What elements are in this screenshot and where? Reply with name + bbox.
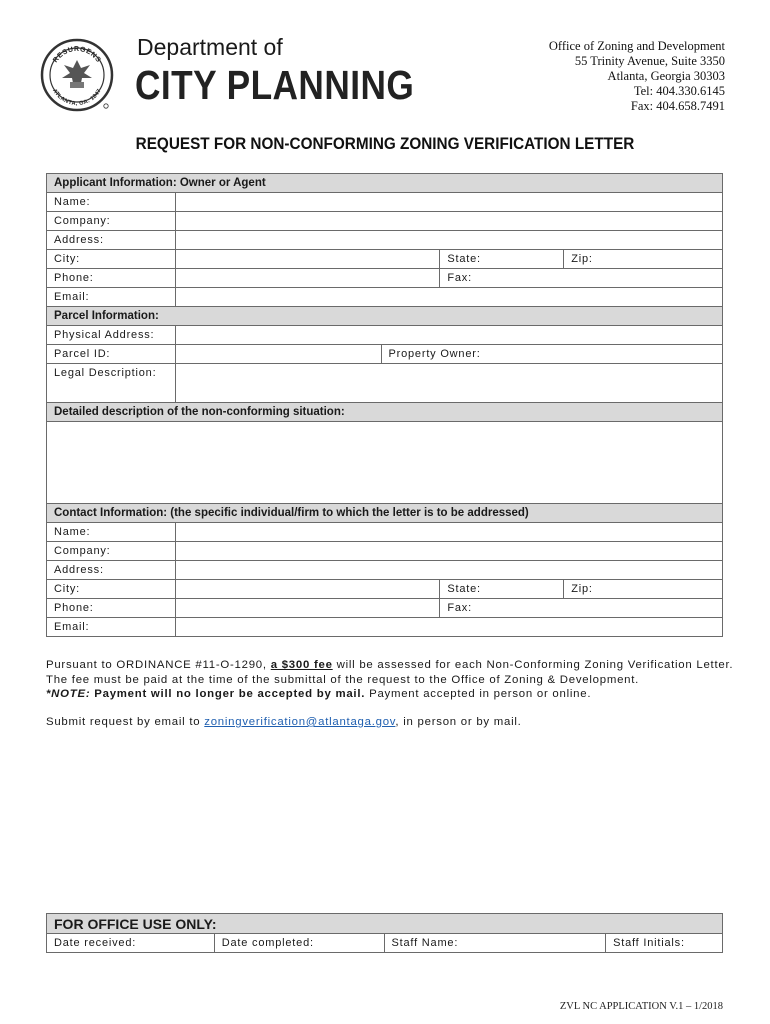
department-name: CITY PLANNING xyxy=(135,62,415,108)
request-form-table xyxy=(46,173,723,637)
date-completed-field[interactable]: Date completed: xyxy=(214,934,384,953)
office-fax: Fax: 404.658.7491 xyxy=(630,99,725,113)
office-street: 55 Trinity Avenue, Suite 3350 xyxy=(574,54,725,68)
contact-company-field[interactable] xyxy=(175,542,722,561)
applicant-company-field[interactable] xyxy=(175,212,722,231)
contact-name-label: Name: xyxy=(47,523,176,542)
contact-city-field[interactable] xyxy=(175,580,439,599)
applicant-phone-label: Phone: xyxy=(47,269,176,288)
physical-address-field[interactable] xyxy=(175,326,722,345)
contact-address-field[interactable] xyxy=(175,561,722,580)
applicant-email-label: Email: xyxy=(47,288,176,307)
note-label: *NOTE: xyxy=(46,688,91,700)
office-name: Office of Zoning and Development xyxy=(548,39,725,53)
applicant-company-label: Company: xyxy=(47,212,176,231)
note-bold-text: Payment will no longer be accepted by mail. xyxy=(90,688,366,700)
applicant-city-label: City: xyxy=(47,250,176,269)
seal-bottom-text: ATLANTA, GA. 1847 xyxy=(51,88,103,108)
office-city: Atlanta, Georgia 30303 xyxy=(607,69,725,83)
fee-notice-start: Pursuant to ORDINANCE #11-O-1290, xyxy=(46,659,271,671)
form-version-footer: ZVL NC APPLICATION V.1 – 1/2018 xyxy=(559,1001,723,1012)
applicant-state-field[interactable]: State: xyxy=(440,250,564,269)
parcel-id-label: Parcel ID: xyxy=(47,345,176,364)
fee-amount: a $300 fee xyxy=(270,659,333,671)
description-field[interactable] xyxy=(47,422,723,504)
date-received-field[interactable]: Date received: xyxy=(47,934,215,953)
applicant-name-field[interactable] xyxy=(175,193,722,212)
submit-instructions xyxy=(46,715,736,730)
legal-description-label: Legal Description: xyxy=(47,364,176,403)
property-owner-field[interactable]: Property Owner: xyxy=(381,345,723,364)
fee-notice xyxy=(46,658,736,702)
seal-top-text: RESURGENS xyxy=(52,45,102,65)
submit-end-text: , in person or by mail. xyxy=(395,716,522,728)
contact-company-label: Company: xyxy=(47,542,176,561)
applicant-fax-field[interactable]: Fax: xyxy=(440,269,723,288)
contact-name-field[interactable] xyxy=(175,523,722,542)
office-address-block xyxy=(549,39,725,114)
applicant-zip-field[interactable]: Zip: xyxy=(564,250,723,269)
office-use-heading: FOR OFFICE USE ONLY: xyxy=(47,914,723,934)
email-link[interactable]: zoningverification@atlantaga.gov xyxy=(204,716,396,728)
contact-email-label: Email: xyxy=(47,618,176,637)
staff-initials-field[interactable]: Staff Initials: xyxy=(606,934,723,953)
applicant-city-field[interactable] xyxy=(175,250,439,269)
department-label: Department of xyxy=(137,34,283,60)
page-title: REQUEST FOR NON-CONFORMING ZONING VERIFICATION LETTER xyxy=(135,134,635,153)
city-seal-logo xyxy=(40,38,114,112)
contact-city-label: City: xyxy=(47,580,176,599)
physical-address-label: Physical Address: xyxy=(47,326,176,345)
applicant-section-heading: Applicant Information: Owner or Agent xyxy=(47,174,723,193)
contact-phone-label: Phone: xyxy=(47,599,176,618)
contact-fax-field[interactable]: Fax: xyxy=(440,599,723,618)
applicant-address-label: Address: xyxy=(47,231,176,250)
parcel-id-field[interactable] xyxy=(175,345,381,364)
office-tel: Tel: 404.330.6145 xyxy=(633,84,725,98)
contact-section-heading: Contact Information: (the specific individual/firm to which the letter is to be addressed) xyxy=(47,504,723,523)
applicant-name-label: Name: xyxy=(47,193,176,212)
fee-notice-end: will be assessed for each Non-Conforming Zoning Verification Letter. The fee must be paid at the time of the submittal of the request to the Office of Zoning & Development. xyxy=(46,659,734,686)
applicant-phone-field[interactable] xyxy=(175,269,439,288)
contact-state-field[interactable]: State: xyxy=(440,580,564,599)
parcel-section-heading: Parcel Information: xyxy=(47,307,723,326)
description-section-heading: Detailed description of the non-conforming situation: xyxy=(47,403,723,422)
applicant-email-field[interactable] xyxy=(175,288,722,307)
note-end-text: Payment accepted in person or online. xyxy=(365,688,592,700)
staff-name-field[interactable]: Staff Name: xyxy=(384,934,606,953)
contact-address-label: Address: xyxy=(47,561,176,580)
contact-zip-field[interactable]: Zip: xyxy=(564,580,723,599)
applicant-address-field[interactable] xyxy=(175,231,722,250)
submit-start-text: Submit request by email to xyxy=(46,716,205,728)
office-use-table xyxy=(46,913,723,953)
legal-description-field[interactable] xyxy=(175,364,722,403)
contact-phone-field[interactable] xyxy=(175,599,439,618)
contact-email-field[interactable] xyxy=(175,618,722,637)
